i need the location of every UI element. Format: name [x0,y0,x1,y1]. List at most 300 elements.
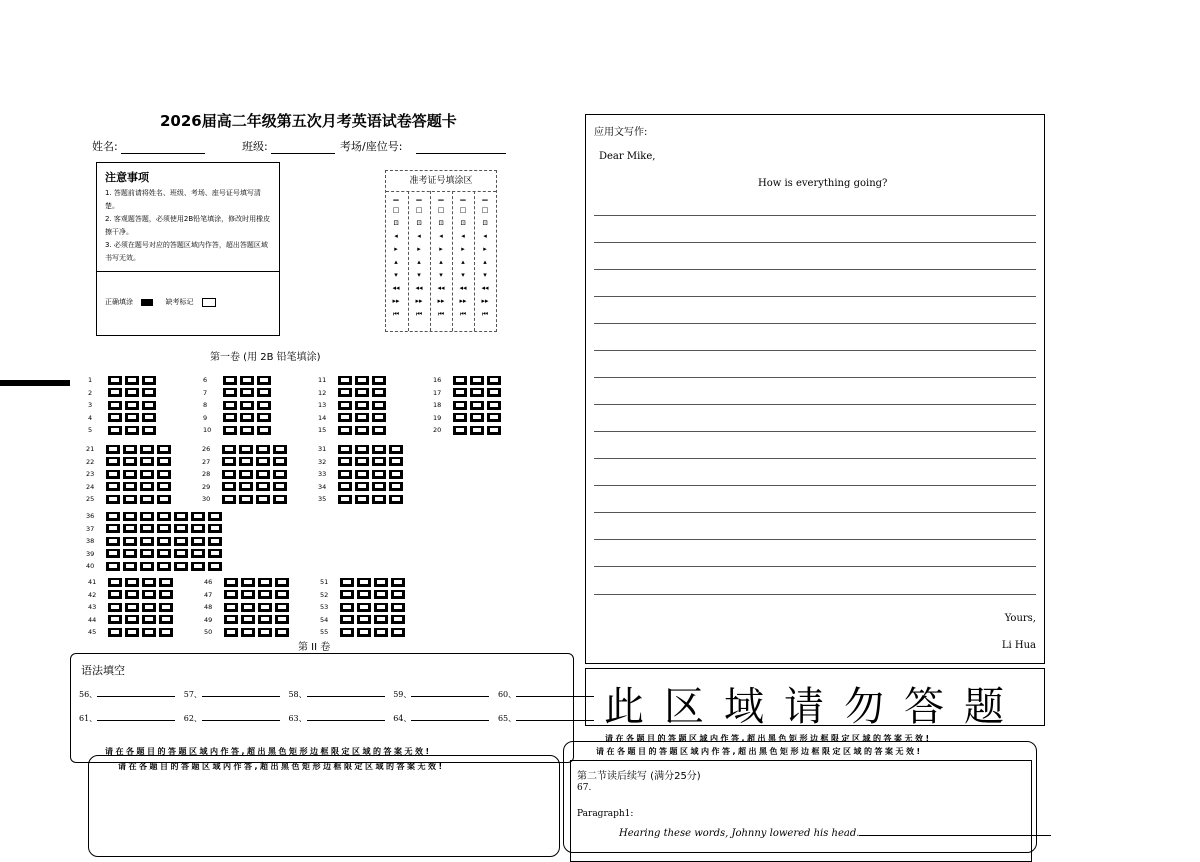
option-bubble[interactable] [140,457,154,466]
option-bubble[interactable] [258,628,272,637]
question-number: 5 [88,426,93,434]
option-bubble[interactable] [191,512,205,521]
option-bubble[interactable] [470,426,484,435]
option-bubble[interactable] [125,413,139,422]
option-bubble[interactable] [372,457,386,466]
option-bubble[interactable] [208,549,222,558]
option-bubble[interactable] [106,549,120,558]
option-bubble[interactable] [159,578,173,587]
option-bubble[interactable] [256,482,270,491]
option-bubble[interactable] [273,470,287,479]
option-bubble[interactable] [174,562,188,571]
option-bubble[interactable] [208,524,222,533]
question-row [203,399,274,412]
exam-id-column[interactable]: ▁ □ ⊡ ◂ ▸ ▴ ▾ ◂◂ ▸▸ ⏮ [392,193,400,318]
ruled-line[interactable] [594,458,1036,459]
option-bubble[interactable] [159,628,173,637]
option-bubble[interactable] [123,470,137,479]
option-bubble[interactable] [224,603,238,612]
question-row [203,387,274,400]
option-bubble[interactable] [157,470,171,479]
option-bubble[interactable] [191,562,205,571]
option-bubble[interactable] [142,603,156,612]
option-bubble[interactable] [208,562,222,571]
option-bubble[interactable] [239,445,253,454]
question-row [318,412,389,425]
question-row [202,443,290,456]
option-bubble[interactable] [106,537,120,546]
option-bubble[interactable] [372,413,386,422]
option-b[interactable] [125,376,139,385]
exam-id-column[interactable]: ▁ □ ⊡ ◂ ▸ ▴ ▾ ◂◂ ▸▸ ⏮ [408,191,429,331]
option-bubble[interactable] [258,590,272,599]
ruled-line[interactable] [594,404,1036,405]
name-blank[interactable] [121,143,205,154]
option-bubble[interactable] [275,578,289,587]
question-number: 41 [88,578,97,586]
option-bubble[interactable] [355,388,369,397]
option-bubble[interactable] [357,578,371,587]
option-bubble[interactable] [123,537,137,546]
option-bubble[interactable] [391,628,405,637]
option-bubble[interactable] [239,495,253,504]
option-bubble[interactable] [142,590,156,599]
question-number: 8 [203,401,208,409]
option-bubble[interactable] [258,578,272,587]
continuation-title: 第二节读后续写 (满分25分) [577,771,701,782]
option-bubble[interactable] [391,578,405,587]
option-bubble[interactable] [142,628,156,637]
absent-mark-label: 缺考标记 [165,298,194,306]
option-bubble[interactable] [374,590,388,599]
option-bubble[interactable] [338,470,352,479]
option-bubble[interactable] [372,482,386,491]
option-bubble[interactable] [223,376,237,385]
option-bubble[interactable] [159,615,173,624]
option-bubble[interactable] [372,376,386,385]
option-bubble[interactable] [374,628,388,637]
option-bubble[interactable] [340,628,354,637]
ruled-line[interactable] [594,269,1036,270]
option-bubble[interactable] [355,401,369,410]
option-bubble[interactable] [355,426,369,435]
answer-blank[interactable] [411,712,489,721]
question-number: 27 [202,457,211,466]
option-bubble[interactable] [357,590,371,599]
option-bubble[interactable] [355,482,369,491]
option-bubble[interactable] [159,590,173,599]
question-number: 2 [88,388,93,397]
option-bubble[interactable] [453,413,467,422]
question-row [318,481,406,494]
option-bubble[interactable] [372,401,386,410]
answer-blank[interactable] [202,712,280,721]
option-bubble[interactable] [241,578,255,587]
option-bubble[interactable] [140,537,154,546]
exam-id-column[interactable]: ▁ □ ⊡ ◂ ▸ ▴ ▾ ◂◂ ▸▸ ⏮ [430,191,451,331]
option-bubble[interactable] [372,445,386,454]
option-bubble[interactable] [240,401,254,410]
option-bubble[interactable] [240,388,254,397]
option-bubble[interactable] [257,401,271,410]
option-bubble[interactable] [125,590,139,599]
option-bubble[interactable] [257,413,271,422]
answer-blank[interactable] [202,688,280,697]
question-row [204,614,292,627]
option-bubble[interactable] [106,495,120,504]
answer-blank[interactable] [411,688,489,697]
question-row [88,424,159,437]
question-row [318,456,406,469]
question-row [88,374,159,387]
option-bubble[interactable] [123,482,137,491]
option-bubble[interactable] [357,603,371,612]
option-bubble[interactable] [224,590,238,599]
question-row [320,576,408,589]
exam-id-column[interactable]: ▁ □ ⊡ ◂ ▸ ▴ ▾ ◂◂ ▸▸ ⏮ [474,191,495,331]
answer-blank[interactable] [516,688,594,697]
option-bubble[interactable] [374,615,388,624]
room-blank[interactable] [416,143,506,154]
option-bubble[interactable] [222,482,236,491]
option-bubble[interactable] [125,401,139,410]
option-bubble[interactable] [123,445,137,454]
option-bubble[interactable] [470,388,484,397]
option-bubble[interactable] [157,457,171,466]
answer-block-36-40 [86,510,225,573]
question-number: 30 [202,495,211,503]
option-bubble[interactable] [191,524,205,533]
question-row [204,576,292,589]
option-bubble[interactable] [222,457,236,466]
option-bubble[interactable] [338,376,352,385]
option-bubble[interactable] [275,628,289,637]
option-bubble[interactable] [340,590,354,599]
option-bubble[interactable] [391,603,405,612]
option-bubble[interactable] [239,470,253,479]
option-bubble[interactable] [357,615,371,624]
option-bubble[interactable] [108,413,122,422]
option-bubble[interactable] [275,590,289,599]
option-bubble[interactable] [389,457,403,466]
option-bubble[interactable] [241,628,255,637]
option-bubble[interactable] [256,495,270,504]
option-bubble[interactable] [157,537,171,546]
option-bubble[interactable] [123,457,137,466]
ruled-line[interactable] [594,377,1036,378]
question-row [433,424,504,437]
option-bubble[interactable] [174,512,188,521]
no-answer-text: 此区域请勿答题 [604,684,1024,730]
option-bubble[interactable] [108,590,122,599]
option-bubble[interactable] [223,413,237,422]
option-bubble[interactable] [191,549,205,558]
option-bubble[interactable] [470,376,484,385]
option-bubble[interactable] [123,562,137,571]
option-bubble[interactable] [125,615,139,624]
answer-block-11-15 [318,374,389,437]
question-number: 11 [318,376,327,384]
notice-item-2: 2. 客观题答题，必须使用2B铅笔填涂，修改时用橡皮擦干净。 [105,215,271,236]
option-bubble[interactable] [453,426,467,435]
option-bubble[interactable] [108,628,122,637]
option-bubble[interactable] [157,512,171,521]
option-bubble[interactable] [140,562,154,571]
option-bubble[interactable] [106,482,120,491]
option-bubble[interactable] [241,603,255,612]
option-bubble[interactable] [273,495,287,504]
option-bubble[interactable] [174,537,188,546]
option-bubble[interactable] [453,388,467,397]
option-bubble[interactable] [487,401,501,410]
option-bubble[interactable] [389,445,403,454]
question-number: 37 [86,524,95,533]
question-number: 32 [318,457,327,466]
option-bubble[interactable] [125,426,139,435]
option-bubble[interactable] [355,457,369,466]
option-bubble[interactable] [240,376,254,385]
option-bubble[interactable] [239,482,253,491]
answer-block-21-25 [86,443,174,506]
option-bubble[interactable] [453,401,467,410]
option-bubble[interactable] [157,524,171,533]
question-number: 39 [86,549,95,558]
ruled-line[interactable] [594,350,1036,351]
option-bubble[interactable] [355,445,369,454]
ruled-line[interactable] [594,215,1036,216]
option-bubble[interactable] [140,549,154,558]
option-bubble[interactable] [273,457,287,466]
option-bubble[interactable] [389,482,403,491]
option-bubble[interactable] [142,426,156,435]
option-bubble[interactable] [372,470,386,479]
option-bubble[interactable] [357,628,371,637]
option-bubble[interactable] [340,615,354,624]
option-bubble[interactable] [125,388,139,397]
option-bubble[interactable] [355,376,369,385]
question-row [318,493,406,506]
option-bubble[interactable] [125,578,139,587]
option-bubble[interactable] [355,495,369,504]
ruled-line[interactable] [594,431,1036,432]
option-bubble[interactable] [275,615,289,624]
option-bubble[interactable] [125,603,139,612]
question-number: 17 [433,388,442,397]
option-bubble[interactable] [487,426,501,435]
option-bubble[interactable] [123,512,137,521]
option-bubble[interactable] [140,482,154,491]
exam-id-column[interactable]: ▁ □ ⊡ ◂ ▸ ▴ ▾ ◂◂ ▸▸ ⏮ [452,191,473,331]
option-bubble[interactable] [372,426,386,435]
option-bubble[interactable] [239,457,253,466]
option-bubble[interactable] [106,512,120,521]
option-bubble[interactable] [223,401,237,410]
option-bubble[interactable] [470,401,484,410]
option-bubble[interactable] [374,603,388,612]
option-bubble[interactable] [338,388,352,397]
option-bubble[interactable] [142,388,156,397]
option-bubble[interactable] [108,401,122,410]
option-bubble[interactable] [224,628,238,637]
option-bubble[interactable] [106,457,120,466]
option-bubble[interactable] [159,603,173,612]
option-bubble[interactable] [241,590,255,599]
option-bubble[interactable] [191,537,205,546]
answer-block-51-55 [320,576,408,639]
option-bubble[interactable] [257,376,271,385]
option-bubble[interactable] [123,549,137,558]
option-bubble[interactable] [340,603,354,612]
option-bubble[interactable] [487,376,501,385]
ruled-line[interactable] [594,323,1036,324]
ruled-line[interactable] [594,512,1036,513]
option-bubble[interactable] [258,603,272,612]
option-bubble[interactable] [391,615,405,624]
option-bubble[interactable] [256,457,270,466]
option-bubble[interactable] [389,495,403,504]
option-bubble[interactable] [470,413,484,422]
question-number: 12 [318,388,327,397]
option-bubble[interactable] [338,401,352,410]
correct-fill-sample [141,299,153,306]
option-bubble[interactable] [338,495,352,504]
question-row [86,456,174,469]
option-a[interactable] [108,376,122,385]
option-bubble[interactable] [340,578,354,587]
option-bubble[interactable] [273,445,287,454]
option-bubble[interactable] [240,413,254,422]
option-bubble[interactable] [142,413,156,422]
option-bubble[interactable] [174,524,188,533]
option-bubble[interactable] [123,524,137,533]
option-bubble[interactable] [222,470,236,479]
signature: Li Hua [1001,640,1036,651]
option-bubble[interactable] [125,628,139,637]
option-bubble[interactable] [157,549,171,558]
option-bubble[interactable] [140,524,154,533]
answer-blank[interactable] [516,712,594,721]
option-bubble[interactable] [487,413,501,422]
option-bubble[interactable] [258,615,272,624]
option-bubble[interactable] [106,524,120,533]
option-bubble[interactable] [142,615,156,624]
ruled-line[interactable] [594,485,1036,486]
answer-blank[interactable] [307,688,385,697]
notice-item-3: 3. 必须在题号对应的答题区域内作答，超出答题区域书写无效。 [105,241,268,262]
option-bubble[interactable] [222,495,236,504]
option-bubble[interactable] [487,388,501,397]
question-row [318,387,389,400]
option-bubble[interactable] [208,512,222,521]
ruled-line[interactable] [594,566,1036,567]
answer-blank[interactable] [307,712,385,721]
option-bubble[interactable] [140,512,154,521]
question-number: 53 [320,603,329,611]
option-bubble[interactable] [389,470,403,479]
option-bubble[interactable] [275,603,289,612]
option-bubble[interactable] [338,457,352,466]
option-bubble[interactable] [256,470,270,479]
option-bubble[interactable] [108,603,122,612]
section1-label: 第一卷 (用 2B 铅笔填涂) [210,352,321,363]
page-title: 2026届高二年级第五次月考英语试卷答题卡 [160,112,457,130]
question-row [204,601,292,614]
option-bubble[interactable] [142,401,156,410]
option-bubble[interactable] [108,426,122,435]
option-bubble[interactable] [123,495,137,504]
option-bubble[interactable] [157,445,171,454]
option-bubble[interactable] [140,495,154,504]
option-bubble[interactable] [223,388,237,397]
option-bubble[interactable] [140,470,154,479]
option-bubble[interactable] [108,615,122,624]
question-number: 42 [88,590,97,599]
option-bubble[interactable] [338,482,352,491]
answer-block-16-20 [433,374,504,437]
option-bubble[interactable] [273,482,287,491]
option-bubble[interactable] [108,578,122,587]
option-bubble[interactable] [140,445,154,454]
option-bubble[interactable] [106,470,120,479]
ruled-line[interactable] [594,539,1036,540]
answer-block-26-30 [202,443,290,506]
absent-mark-box[interactable] [202,298,216,307]
ruled-line[interactable] [594,296,1036,297]
class-blank[interactable] [271,143,335,154]
option-bubble[interactable] [355,470,369,479]
option-bubble[interactable] [157,482,171,491]
option-c[interactable] [142,376,156,385]
question-row [202,468,290,481]
option-bubble[interactable] [372,495,386,504]
option-bubble[interactable] [257,426,271,435]
option-bubble[interactable] [224,578,238,587]
notice-divider [97,271,279,272]
option-bubble[interactable] [256,445,270,454]
option-bubble[interactable] [222,445,236,454]
option-bubble[interactable] [372,388,386,397]
option-bubble[interactable] [157,562,171,571]
ruled-line[interactable] [594,242,1036,243]
option-bubble[interactable] [453,376,467,385]
option-bubble[interactable] [224,615,238,624]
option-bubble[interactable] [108,388,122,397]
option-bubble[interactable] [391,590,405,599]
option-bubble[interactable] [241,615,255,624]
writing-box [585,114,1045,664]
answer-blank[interactable] [97,712,175,721]
option-bubble[interactable] [174,549,188,558]
option-bubble[interactable] [142,578,156,587]
ruled-line[interactable] [594,594,1036,595]
question-row [88,626,176,639]
answer-blank[interactable] [97,688,175,697]
option-bubble[interactable] [338,445,352,454]
name-label: 姓名: [92,140,118,153]
option-bubble[interactable] [106,562,120,571]
option-bubble[interactable] [223,426,237,435]
option-bubble[interactable] [338,426,352,435]
option-bubble[interactable] [208,537,222,546]
option-bubble[interactable] [338,413,352,422]
question-number: 52 [320,590,329,599]
option-bubble[interactable] [257,388,271,397]
option-bubble[interactable] [106,445,120,454]
option-bubble[interactable] [240,426,254,435]
option-bubble[interactable] [355,413,369,422]
option-bubble[interactable] [374,578,388,587]
option-bubble[interactable] [157,495,171,504]
